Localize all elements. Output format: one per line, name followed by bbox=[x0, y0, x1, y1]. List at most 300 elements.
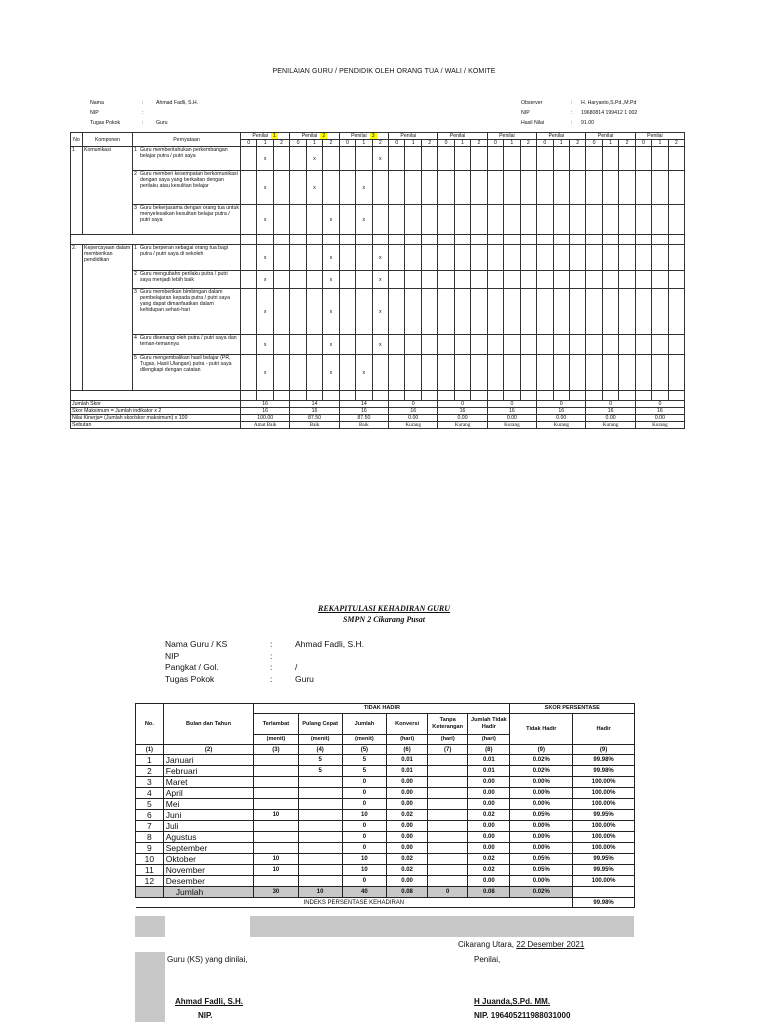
score-cell bbox=[635, 205, 651, 235]
summary-value: 0 bbox=[537, 401, 586, 408]
att-tanpa bbox=[428, 832, 468, 843]
score-cell bbox=[421, 205, 437, 235]
att-pulang bbox=[298, 876, 342, 887]
att-th: 0.05% bbox=[510, 854, 573, 865]
score-cell bbox=[520, 289, 536, 335]
penilai-header bbox=[487, 133, 536, 140]
score-cell bbox=[668, 205, 684, 235]
score-cell bbox=[356, 271, 372, 289]
summary-value: Kurang bbox=[586, 422, 635, 429]
statement-num: 4 bbox=[134, 335, 137, 341]
score-cell bbox=[389, 355, 405, 391]
spacer-cell bbox=[537, 235, 553, 245]
score-cell bbox=[569, 271, 585, 289]
att-total-konversi: 0.08 bbox=[387, 887, 428, 898]
score-cell bbox=[652, 147, 668, 171]
info-row bbox=[90, 120, 198, 130]
score-cell bbox=[454, 245, 470, 271]
spacer-row bbox=[71, 235, 685, 245]
score-cell: x bbox=[372, 335, 388, 355]
spacer-cell bbox=[504, 235, 520, 245]
score-cell bbox=[652, 171, 668, 205]
att-index-row bbox=[136, 898, 635, 908]
score-cell: x bbox=[356, 355, 372, 391]
summary-value: 0.00 bbox=[635, 415, 684, 422]
att-th: 0.00% bbox=[510, 821, 573, 832]
score-cell bbox=[454, 147, 470, 171]
att-tanpa bbox=[428, 843, 468, 854]
score-cell bbox=[619, 335, 635, 355]
att-month: September bbox=[163, 843, 254, 854]
att-total-row bbox=[136, 887, 635, 898]
score-cell bbox=[438, 245, 454, 271]
score-cell: x bbox=[257, 289, 273, 335]
header-komponen: Komponen bbox=[83, 133, 133, 147]
att-konversi: 0.00 bbox=[387, 843, 428, 854]
score-header: 2 bbox=[273, 140, 289, 147]
att-th: 0.02% bbox=[510, 766, 573, 777]
att-total-jml: 0.08 bbox=[468, 887, 510, 898]
spacer-cell bbox=[241, 391, 257, 401]
score-cell bbox=[553, 171, 569, 205]
score-cell bbox=[602, 205, 618, 235]
score-cell bbox=[241, 289, 257, 335]
att-info-value: Ahmad Fadli, S.H. bbox=[295, 639, 364, 649]
score-header: 0 bbox=[241, 140, 257, 147]
statement-num: 2 bbox=[134, 271, 137, 277]
att-terlambat: 10 bbox=[254, 854, 298, 865]
summary-value: 0.00 bbox=[438, 415, 487, 422]
att-no: 2 bbox=[136, 766, 164, 777]
att-th: 0.00% bbox=[510, 777, 573, 788]
att-th: 0.05% bbox=[510, 810, 573, 821]
score-cell bbox=[652, 205, 668, 235]
score-cell bbox=[537, 171, 553, 205]
score-cell bbox=[454, 289, 470, 335]
score-cell bbox=[372, 171, 388, 205]
score-cell bbox=[273, 147, 289, 171]
right-signer-role: Penilai, bbox=[474, 955, 501, 964]
att-terlambat: 10 bbox=[254, 865, 298, 876]
info-sep: : bbox=[571, 120, 573, 126]
att-jml: 0.00 bbox=[468, 821, 510, 832]
score-cell bbox=[356, 245, 372, 271]
summary-value: 16 bbox=[241, 401, 290, 408]
info-row bbox=[90, 110, 198, 120]
score-cell bbox=[405, 335, 421, 355]
info-label: NIP bbox=[521, 110, 530, 116]
score-header: 1 bbox=[652, 140, 668, 147]
score-cell bbox=[290, 205, 306, 235]
att-month: Desember bbox=[163, 876, 254, 887]
spacer-cell bbox=[619, 391, 635, 401]
att-month-row bbox=[136, 865, 635, 876]
statement-row bbox=[71, 245, 685, 271]
score-cell bbox=[586, 147, 602, 171]
statement-row bbox=[71, 147, 685, 171]
spacer-cell bbox=[257, 391, 273, 401]
att-jml: 0.00 bbox=[468, 788, 510, 799]
att-th: 0.00% bbox=[510, 832, 573, 843]
att-colnum-row bbox=[136, 745, 635, 755]
spacer-cell bbox=[635, 235, 651, 245]
summary-value: 100.00 bbox=[241, 415, 290, 422]
spacer-cell bbox=[569, 391, 585, 401]
spacer-cell bbox=[356, 235, 372, 245]
summary-value: 0 bbox=[438, 401, 487, 408]
score-cell: x bbox=[257, 355, 273, 391]
spacer-cell bbox=[389, 391, 405, 401]
att-colnum: (7) bbox=[428, 745, 468, 755]
attendance-table bbox=[135, 703, 635, 908]
att-h-jumlah: Jumlah bbox=[342, 714, 386, 735]
spacer-cell bbox=[273, 391, 289, 401]
spacer-cell bbox=[553, 391, 569, 401]
score-cell bbox=[652, 289, 668, 335]
score-cell bbox=[438, 355, 454, 391]
att-pulang bbox=[298, 832, 342, 843]
score-cell bbox=[569, 245, 585, 271]
summary-value: 87.50 bbox=[339, 415, 388, 422]
summary-value: Kurang bbox=[487, 422, 536, 429]
statement-text bbox=[134, 147, 239, 159]
score-cell bbox=[520, 147, 536, 171]
score-cell bbox=[553, 205, 569, 235]
att-month: Juni bbox=[163, 810, 254, 821]
score-header: 1 bbox=[602, 140, 618, 147]
info-label: NIP bbox=[90, 110, 99, 116]
info-label: Tugas Pokok bbox=[90, 120, 121, 126]
score-cell bbox=[290, 271, 306, 289]
score-cell bbox=[290, 335, 306, 355]
summary-label: Sebutan bbox=[71, 422, 241, 429]
att-month-row bbox=[136, 843, 635, 854]
score-cell bbox=[569, 335, 585, 355]
spacer-cell bbox=[356, 391, 372, 401]
score-cell: x bbox=[306, 171, 322, 205]
spacer-cell bbox=[668, 235, 684, 245]
score-cell: x bbox=[257, 205, 273, 235]
att-total-pulang: 10 bbox=[298, 887, 342, 898]
score-cell bbox=[635, 271, 651, 289]
att-no: 5 bbox=[136, 799, 164, 810]
score-cell: x bbox=[356, 171, 372, 205]
att-no: 4 bbox=[136, 788, 164, 799]
spacer bbox=[71, 391, 241, 401]
score-cell bbox=[405, 205, 421, 235]
score-header: 0 bbox=[537, 140, 553, 147]
penilai-label: Penilai bbox=[252, 133, 268, 139]
att-konversi: 0.02 bbox=[387, 854, 428, 865]
att-jumlah: 10 bbox=[342, 854, 386, 865]
att-pulang bbox=[298, 821, 342, 832]
spacer-cell bbox=[619, 235, 635, 245]
att-terlambat bbox=[254, 843, 298, 854]
spacer-cell bbox=[323, 235, 339, 245]
att-h-pulang: Pulang Cepat bbox=[298, 714, 342, 735]
att-hadir: 100.00% bbox=[573, 788, 635, 799]
att-hadir: 99.98% bbox=[573, 755, 635, 766]
statement-row bbox=[71, 271, 685, 289]
score-cell bbox=[421, 171, 437, 205]
score-header: 2 bbox=[619, 140, 635, 147]
summary-value: 14 bbox=[339, 401, 388, 408]
score-cell bbox=[273, 205, 289, 235]
component-name: Kepercayaan dalam memberikan pendidikan bbox=[83, 245, 133, 391]
att-hadir: 100.00% bbox=[573, 799, 635, 810]
summary-value: 16 bbox=[389, 408, 438, 415]
att-h-no: No. bbox=[136, 704, 164, 745]
att-pulang: 5 bbox=[298, 755, 342, 766]
score-cell bbox=[471, 147, 487, 171]
att-no: 8 bbox=[136, 832, 164, 843]
att-jml: 0.00 bbox=[468, 832, 510, 843]
spacer-cell bbox=[454, 391, 470, 401]
att-th: 0.00% bbox=[510, 876, 573, 887]
score-cell bbox=[487, 245, 503, 271]
gray-block-left bbox=[135, 916, 165, 937]
att-h-hadir: Hadir bbox=[573, 714, 635, 745]
score-cell bbox=[569, 205, 585, 235]
score-cell bbox=[339, 205, 355, 235]
score-cell bbox=[421, 289, 437, 335]
score-header: 2 bbox=[520, 140, 536, 147]
statement-text bbox=[134, 205, 239, 223]
score-cell bbox=[273, 245, 289, 271]
penilai-label: Penilai bbox=[400, 133, 416, 139]
att-hadir: 99.95% bbox=[573, 810, 635, 821]
score-cell bbox=[405, 289, 421, 335]
score-cell: x bbox=[356, 205, 372, 235]
score-cell bbox=[405, 355, 421, 391]
info-sep: : bbox=[571, 100, 573, 106]
score-cell bbox=[241, 335, 257, 355]
score-cell: x bbox=[257, 147, 273, 171]
att-colnum: (4) bbox=[298, 745, 342, 755]
score-cell bbox=[553, 355, 569, 391]
att-colnum: (9) bbox=[573, 745, 635, 755]
assessment-table bbox=[70, 132, 685, 429]
att-th: 0.00% bbox=[510, 788, 573, 799]
score-cell bbox=[339, 355, 355, 391]
score-header: 2 bbox=[421, 140, 437, 147]
att-jml: 0.02 bbox=[468, 865, 510, 876]
att-jml: 0.00 bbox=[468, 876, 510, 887]
score-cell: x bbox=[323, 355, 339, 391]
spacer-cell bbox=[257, 235, 273, 245]
score-cell bbox=[652, 355, 668, 391]
att-konversi: 0.00 bbox=[387, 821, 428, 832]
score-cell bbox=[306, 271, 322, 289]
spacer-cell bbox=[273, 235, 289, 245]
statement-body: Guru memberi kesempatan berkomunikasi dengan saya yang berkaitan dengan perilaku atau kesulitan belajar bbox=[140, 171, 238, 189]
att-terlambat: 10 bbox=[254, 810, 298, 821]
score-cell bbox=[487, 335, 503, 355]
penilai-label: Penilai bbox=[301, 133, 318, 139]
att-pulang bbox=[298, 799, 342, 810]
att-index-value: 99.98% bbox=[573, 898, 635, 908]
att-colnum: (5) bbox=[342, 745, 386, 755]
att-info-value: Guru bbox=[295, 673, 314, 684]
left-signer-name: Ahmad Fadli, S.H. bbox=[175, 997, 244, 1006]
penilai-header bbox=[241, 133, 290, 140]
att-h-skor-group: SKOR PERSENTASE bbox=[510, 704, 635, 714]
att-tanpa bbox=[428, 876, 468, 887]
att-konversi: 0.01 bbox=[387, 755, 428, 766]
penilai-number: 2 bbox=[320, 133, 327, 139]
summary-value: 0 bbox=[389, 401, 438, 408]
score-cell bbox=[438, 205, 454, 235]
score-cell bbox=[569, 147, 585, 171]
summary-value: 16 bbox=[635, 408, 684, 415]
att-tanpa bbox=[428, 799, 468, 810]
component-no: 2. bbox=[71, 245, 83, 391]
score-cell bbox=[356, 335, 372, 355]
info-row bbox=[521, 120, 637, 130]
att-hadir: 100.00% bbox=[573, 843, 635, 854]
score-cell bbox=[306, 355, 322, 391]
score-cell bbox=[471, 171, 487, 205]
info-value: 19680814 199412 1 002 bbox=[581, 110, 638, 116]
att-month: November bbox=[163, 865, 254, 876]
info-label: Observer bbox=[521, 100, 543, 106]
score-cell bbox=[668, 245, 684, 271]
score-cell bbox=[668, 335, 684, 355]
spacer-cell bbox=[487, 235, 503, 245]
att-no: 9 bbox=[136, 843, 164, 854]
score-cell bbox=[635, 245, 651, 271]
score-cell bbox=[290, 289, 306, 335]
score-cell bbox=[504, 335, 520, 355]
score-cell bbox=[339, 171, 355, 205]
spacer-cell bbox=[553, 235, 569, 245]
summary-label: Skor Maksimum = Jumlah indikator x 2 bbox=[71, 408, 241, 415]
score-cell bbox=[389, 171, 405, 205]
att-pulang bbox=[298, 865, 342, 876]
score-cell bbox=[471, 355, 487, 391]
att-konversi: 0.00 bbox=[387, 788, 428, 799]
score-cell bbox=[273, 355, 289, 391]
info-sep: : bbox=[142, 100, 144, 106]
score-cell bbox=[339, 245, 355, 271]
statement-text bbox=[134, 245, 239, 257]
score-cell bbox=[586, 171, 602, 205]
att-info-row bbox=[165, 662, 364, 674]
score-cell bbox=[619, 205, 635, 235]
spacer-cell bbox=[438, 391, 454, 401]
score-cell bbox=[537, 355, 553, 391]
att-jumlah: 0 bbox=[342, 799, 386, 810]
score-cell bbox=[241, 271, 257, 289]
att-pulang bbox=[298, 843, 342, 854]
att-h-konversi: Konversi bbox=[387, 714, 428, 735]
score-cell bbox=[520, 171, 536, 205]
att-group-row bbox=[136, 704, 635, 714]
att-no: 3 bbox=[136, 777, 164, 788]
score-cell bbox=[520, 335, 536, 355]
score-cell bbox=[487, 171, 503, 205]
spacer-cell bbox=[635, 391, 651, 401]
score-cell bbox=[389, 271, 405, 289]
spacer-row bbox=[71, 391, 685, 401]
score-cell: x bbox=[257, 335, 273, 355]
score-cell bbox=[438, 289, 454, 335]
spacer-cell bbox=[602, 391, 618, 401]
info-value: Ahmad Fadli, S.H. bbox=[156, 100, 199, 106]
att-jumlah: 5 bbox=[342, 755, 386, 766]
score-cell bbox=[389, 147, 405, 171]
score-cell bbox=[273, 271, 289, 289]
att-pulang bbox=[298, 788, 342, 799]
att-pulang bbox=[298, 854, 342, 865]
score-cell bbox=[306, 205, 322, 235]
penilai-header bbox=[389, 133, 438, 140]
penilai-label: Penilai bbox=[449, 133, 466, 139]
component-name: Komunikasi bbox=[83, 147, 133, 235]
score-cell bbox=[241, 147, 257, 171]
score-header: 0 bbox=[487, 140, 503, 147]
score-cell bbox=[619, 289, 635, 335]
att-info-label: Nama Guru / KS bbox=[165, 639, 228, 649]
score-cell: x bbox=[323, 271, 339, 289]
penilai-label: Penilai bbox=[548, 133, 565, 139]
att-tanpa bbox=[428, 755, 468, 766]
statement bbox=[133, 245, 241, 271]
att-total-th: 0.02% bbox=[510, 887, 573, 898]
score-cell bbox=[586, 289, 602, 335]
statement-num: 2 bbox=[134, 171, 137, 177]
summary-value: 0 bbox=[586, 401, 635, 408]
score-cell: x bbox=[257, 271, 273, 289]
spacer-cell bbox=[652, 391, 668, 401]
score-cell bbox=[586, 355, 602, 391]
score-cell bbox=[405, 147, 421, 171]
spacer-cell bbox=[241, 235, 257, 245]
score-header: 2 bbox=[668, 140, 684, 147]
score-cell: x bbox=[257, 245, 273, 271]
score-cell bbox=[241, 205, 257, 235]
statement-row bbox=[71, 355, 685, 391]
statement bbox=[133, 289, 241, 335]
score-cell bbox=[372, 205, 388, 235]
score-cell bbox=[520, 271, 536, 289]
score-header: 1 bbox=[306, 140, 322, 147]
score-cell bbox=[454, 355, 470, 391]
spacer-cell bbox=[668, 391, 684, 401]
spacer-cell bbox=[389, 235, 405, 245]
spacer-cell bbox=[602, 235, 618, 245]
score-header: 1 bbox=[504, 140, 520, 147]
score-cell bbox=[602, 245, 618, 271]
score-cell bbox=[405, 271, 421, 289]
score-cell bbox=[520, 355, 536, 391]
att-konversi: 0.02 bbox=[387, 865, 428, 876]
spacer-cell bbox=[421, 391, 437, 401]
att-month: Maret bbox=[163, 777, 254, 788]
spacer-cell bbox=[569, 235, 585, 245]
place-prefix: Cikarang Utara, bbox=[458, 940, 517, 949]
info-row bbox=[521, 100, 637, 110]
penilai-label: Penilai bbox=[597, 133, 614, 139]
info-right bbox=[521, 100, 637, 130]
summary-row bbox=[71, 422, 685, 429]
att-pulang: 5 bbox=[298, 766, 342, 777]
statement bbox=[133, 171, 241, 205]
score-cell bbox=[652, 271, 668, 289]
spacer-cell bbox=[405, 391, 421, 401]
summary-value: 0.00 bbox=[487, 415, 536, 422]
spacer-cell bbox=[454, 235, 470, 245]
